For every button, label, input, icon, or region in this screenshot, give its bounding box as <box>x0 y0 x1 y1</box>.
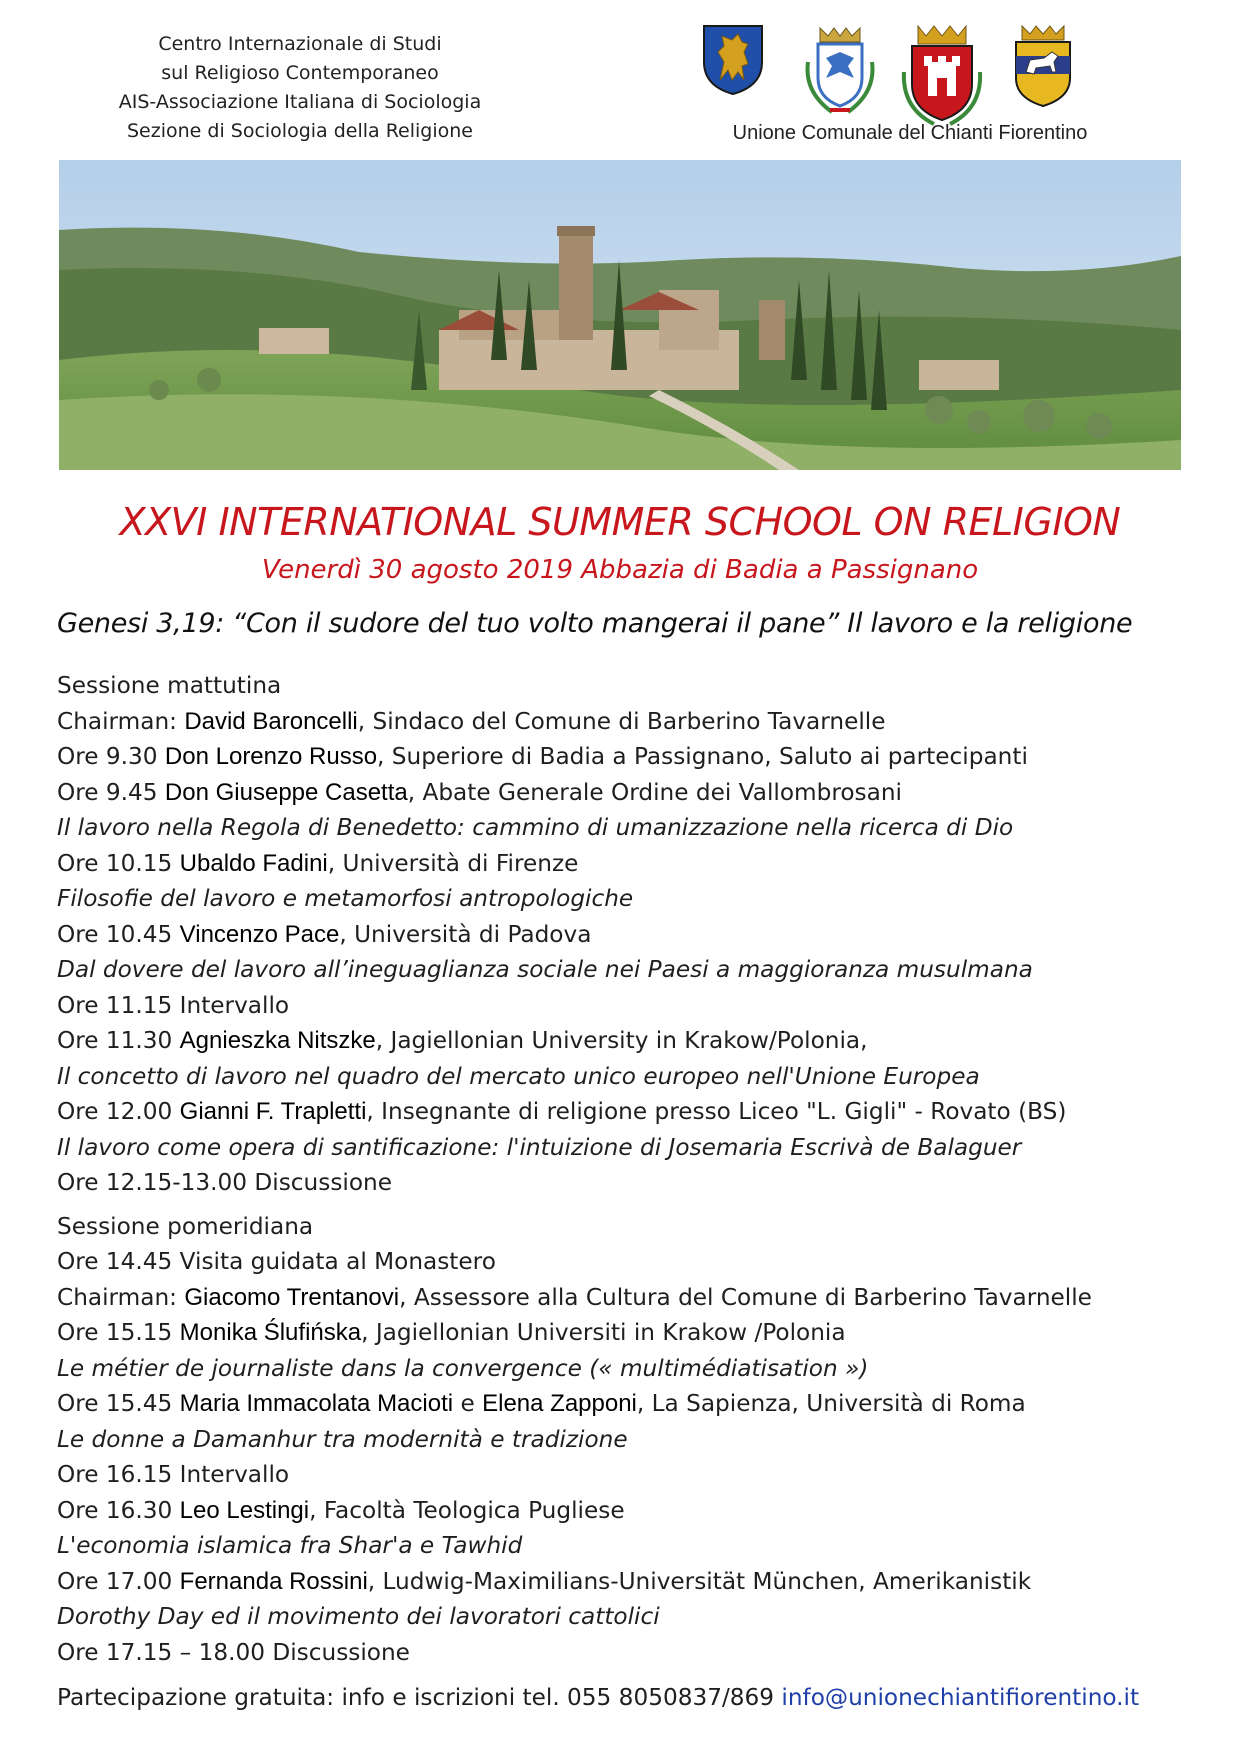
afternoon-session-lines <box>57 1244 1207 1670</box>
affiliation: , Ludwig-Maximilians-Universität München, Amerikanistik <box>367 1567 1032 1595</box>
contact-email-link[interactable]: info@unionechiantifiorentino.it <box>781 1684 1140 1711</box>
speaker-line <box>57 917 1207 953</box>
speaker-line <box>57 846 1207 882</box>
time-label: Ore 11.30 <box>57 1027 180 1054</box>
affiliation: , Facoltà Teologica Pugliese <box>309 1496 625 1524</box>
speaker-name: Vincenzo Pace <box>179 920 340 948</box>
speaker-name: Gianni F. Trapletti <box>179 1098 367 1125</box>
talk-title: Dal dovere del lavoro all’ineguaglianza sociale nei Paesi a maggioranza musulmana <box>57 956 1033 983</box>
speaker-line <box>57 739 1207 775</box>
schedule-item: Ore 17.15 – 18.00 Discussione <box>57 1638 410 1666</box>
time-label: Ore 12.00 <box>57 1098 180 1125</box>
affiliation: , La Sapienza, Università di Roma <box>636 1390 1026 1417</box>
time-label: Chairman: <box>57 1283 185 1311</box>
affiliation: , Università di Padova <box>339 920 592 948</box>
speaker-name: Maria Immacolata Macioti <box>179 1390 454 1417</box>
affiliation: , Abate Generale Ordine dei Vallombrosani <box>407 778 902 806</box>
speaker-line <box>57 1386 1207 1422</box>
talk-title: Il concetto di lavoro nel quadro del mercato unico europeo nell'Unione Europea <box>57 1062 980 1090</box>
event-date-venue: Venerdì 30 agosto 2019 Abbazia di Badia a Passignano <box>261 555 979 585</box>
speaker-name: Leo Lestingi <box>179 1496 310 1524</box>
conjunction: e <box>453 1390 483 1417</box>
time-label: Ore 15.45 <box>57 1390 180 1417</box>
session-heading-afternoon: Sessione pomeridiana <box>57 1212 314 1240</box>
speaker-name: Don Giuseppe Casetta <box>164 778 408 806</box>
talk-title: Le donne a Damanhur tra modernità e tradizione <box>57 1425 628 1453</box>
talk-title: Filosofie del lavoro e metamorfosi antropologiche <box>57 885 634 912</box>
abbey-landscape-photo <box>59 160 1181 470</box>
morning-session-lines <box>57 704 1207 1201</box>
schedule-item: Ore 14.45 Visita guidata al Monastero <box>57 1248 496 1275</box>
castle-crest-icon <box>900 22 984 126</box>
programme <box>57 668 1207 1670</box>
speaker-name: Monika Ślufińska <box>179 1319 362 1346</box>
affiliation: , Università di Firenze <box>327 849 579 877</box>
schedule-item: Ore 11.15 Intervallo <box>57 991 290 1019</box>
talk-title: L'economia islamica fra Shar'a e Tawhid <box>57 1532 523 1559</box>
time-label: Ore 10.45 <box>57 920 180 948</box>
time-label: Ore 15.15 <box>57 1319 180 1346</box>
speaker-name: Ubaldo Fadini <box>179 849 328 877</box>
eagle-crest-icon <box>800 22 880 118</box>
speaker-line <box>57 1493 1207 1529</box>
affiliation: , Sindaco del Comune di Barberino Tavarnelle <box>357 707 886 735</box>
schedule-item: Ore 12.15-13.00 Discussione <box>57 1169 392 1196</box>
organizer-block <box>100 30 500 146</box>
speaker-name: Agnieszka Nitszke <box>179 1027 376 1054</box>
time-label: Ore 16.30 <box>57 1496 180 1524</box>
speaker-name: Elena Zapponi <box>482 1390 637 1417</box>
speaker-name: Giacomo Trentanovi <box>184 1283 400 1311</box>
speaker-name: Fernanda Rossini <box>179 1567 368 1595</box>
talk-title: Il lavoro come opera di santificazione: l'intuizione di Josemaria Escrivà de Balaguer <box>57 1133 1022 1161</box>
schedule-item: Ore 16.15 Intervallo <box>57 1461 290 1488</box>
time-label: Ore 10.15 <box>57 849 180 877</box>
speaker-name: Don Lorenzo Russo <box>164 743 378 770</box>
speaker-line <box>57 1094 1207 1130</box>
session-heading-morning: Sessione mattutina <box>57 672 282 699</box>
municipal-crests <box>700 22 1120 122</box>
affiliation: , Insegnante di religione presso Liceo "L. Gigli" - Rovato (BS) <box>366 1098 1067 1125</box>
speaker-line <box>57 1280 1207 1316</box>
horse-crest-icon <box>1010 22 1076 108</box>
organizer-line: sul Religioso Contemporaneo <box>161 62 439 84</box>
event-theme: Genesi 3,19: “Con il sudore del tuo volto mangerai il pane” Il lavoro e la religione <box>57 608 1133 639</box>
event-title: XXVI INTERNATIONAL SUMMER SCHOOL ON RELIGION <box>119 500 1121 544</box>
talk-title: Il lavoro nella Regola di Benedetto: cammino di umanizzazione nella ricerca di Dio <box>57 814 1014 841</box>
talk-title: Dorothy Day ed il movimento dei lavoratori cattolici <box>57 1603 660 1630</box>
speaker-name: David Baroncelli <box>184 707 358 735</box>
organizer-line: Sezione di Sociologia della Religione <box>126 120 474 142</box>
union-caption: Unione Comunale del Chianti Fiorentino <box>732 122 1088 144</box>
time-label: Ore 17.00 <box>57 1567 180 1595</box>
speaker-line <box>57 775 1207 811</box>
affiliation: , Jagiellonian Universiti in Krakow /Polonia <box>361 1319 846 1346</box>
organizer-line: Centro Internazionale di Studi <box>158 33 442 55</box>
organizer-line: AIS-Associazione Italiana di Sociologia <box>118 91 482 113</box>
affiliation: , Superiore di Badia a Passignano, Saluto ai partecipanti <box>377 743 1028 770</box>
speaker-line <box>57 1315 1207 1351</box>
affiliation: , Jagiellonian University in Krakow/Polonia, <box>375 1027 868 1054</box>
affiliation: , Assessore alla Cultura del Comune di Barberino Tavarnelle <box>399 1283 1092 1311</box>
speaker-line <box>57 1023 1207 1059</box>
talk-title: Le métier de journaliste dans la convergence (« multimédiatisation ») <box>57 1354 869 1382</box>
lion-crest-icon <box>700 22 766 96</box>
speaker-line <box>57 1564 1207 1600</box>
footer-contact <box>57 1684 1207 1711</box>
time-label: Chairman: <box>57 707 185 735</box>
time-label: Ore 9.45 <box>57 778 165 806</box>
footer-text: Partecipazione gratuita: info e iscrizioni tel. 055 8050837/869 <box>57 1684 782 1711</box>
speaker-line <box>57 704 1207 740</box>
time-label: Ore 9.30 <box>57 743 165 770</box>
